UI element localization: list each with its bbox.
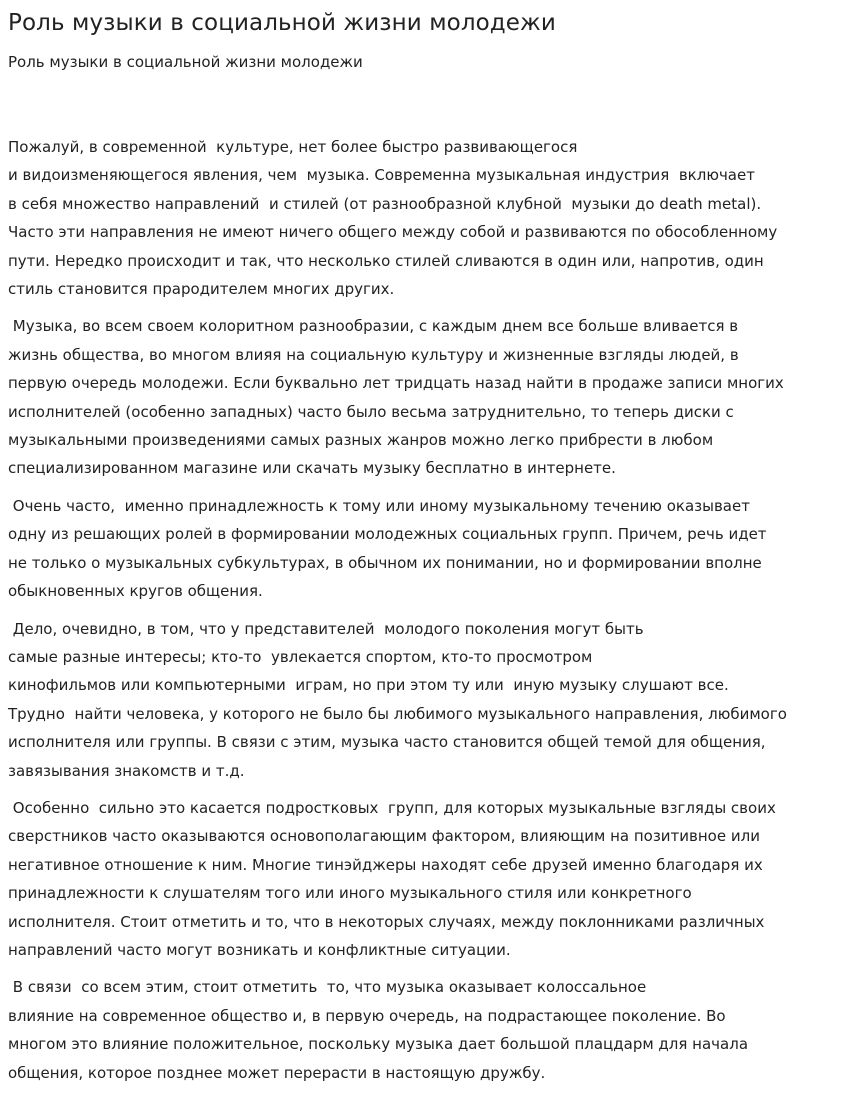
text-line: Очень часто, именно принадлежность к тому или иному музыкальному течению оказывает bbox=[8, 496, 750, 515]
text-line: исполнителя или группы. В связи с этим, музыка часто становится общей темой для общения, bbox=[8, 733, 766, 752]
text-line: стиль становится прародителем многих других. bbox=[8, 280, 395, 299]
text-line: в себя множество направлений и стилей (от разнообразной клубной музыки до death metal). bbox=[8, 194, 762, 213]
text-line: обыкновенных кругов общения. bbox=[8, 582, 263, 601]
paragraph-5 bbox=[8, 794, 839, 964]
article-body bbox=[8, 133, 839, 1087]
text-line: пути. Нередко происходит и так, что несколько стилей сливаются в один или, напротив, один bbox=[8, 251, 764, 270]
paragraph-4 bbox=[8, 615, 839, 785]
text-line: не только о музыкальных субкультурах, в обычном их понимании, но и формировании вполне bbox=[8, 553, 762, 572]
text-line: специализированном магазине или скачать музыку бесплатно в интернете. bbox=[8, 459, 616, 478]
text-line: сверстников часто оказываются основополагающим фактором, влияющим на позитивное или bbox=[8, 827, 760, 846]
text-line: Пожалуй, в современной культуре, нет более быстро развивающегося bbox=[8, 138, 578, 156]
text-line: музыкальными произведениями самых разных жанров можно легко прибрести в любом bbox=[8, 431, 714, 450]
text-line: одну из решающих ролей в формировании молодежных социальных групп. Причем, речь идет bbox=[8, 525, 767, 544]
page-title: Роль музыки в социальной жизни молодежи bbox=[8, 10, 556, 36]
text-line: первую очередь молодежи. Если буквально лет тридцать назад найти в продаже записи многих bbox=[8, 374, 784, 393]
text-line: многом это влияние положительное, поскольку музыка дает большой плацдарм для начала bbox=[8, 1035, 749, 1054]
text-line: влияние на современное общество и, в первую очередь, на подрастающее поколение. Во bbox=[8, 1006, 726, 1025]
text-line: принадлежности к слушателям того или иного музыкального стиля или конкретного bbox=[8, 884, 692, 903]
text-line: исполнителя. Стоит отметить и то, что в некоторых случаях, между поклонниками различных bbox=[8, 912, 765, 931]
paragraph-2 bbox=[8, 312, 839, 482]
text-line: жизнь общества, во многом влияя на социальную культуру и жизненные взгляды людей, в bbox=[8, 345, 739, 364]
text-line: Часто эти направления не имеют ничего общего между собой и развиваются по обособленному bbox=[8, 223, 778, 242]
text-line: кинофильмов или компьютерными играм, но при этом ту или иную музыку слушают все. bbox=[8, 676, 729, 695]
text-line: Музыка, во всем своем колоритном разнообразии, с каждым днем все больше вливается в bbox=[8, 317, 739, 336]
text-line: общения, которое позднее может перерасти в настоящую дружбу. bbox=[8, 1063, 546, 1082]
text-line: завязывания знакомств и т.д. bbox=[8, 761, 245, 780]
text-line: Особенно сильно это касается подростковых групп, для которых музыкальные взгляды своих bbox=[8, 798, 776, 817]
text-line: негативное отношение к ним. Многие тинэйджеры находят себе друзей именно благодаря их bbox=[8, 855, 763, 874]
text-line: самые разные интересы; кто-то увлекается спортом, кто-то просмотром bbox=[8, 647, 593, 666]
text-line: Трудно найти человека, у которого не было бы любимого музыкального направления, любимого bbox=[8, 704, 787, 723]
page-subtitle: Роль музыки в социальной жизни молодежи bbox=[8, 53, 363, 71]
paragraph-3 bbox=[8, 492, 839, 606]
paragraph-1 bbox=[8, 133, 839, 303]
text-line: исполнителей (особенно западных) часто было весьма затруднительно, то теперь диски с bbox=[8, 402, 734, 421]
text-line: Дело, очевидно, в том, что у представителей молодого поколения могут быть bbox=[8, 619, 644, 638]
text-line: В связи со всем этим, стоит отметить то, что музыка оказывает колоссальное bbox=[8, 978, 647, 997]
paragraph-6 bbox=[8, 973, 839, 1087]
text-line: и видоизменяющегося явления, чем музыка. Современна музыкальная индустрия включает bbox=[8, 166, 755, 185]
text-line: направлений часто могут возникать и конфликтные ситуации. bbox=[8, 940, 511, 959]
